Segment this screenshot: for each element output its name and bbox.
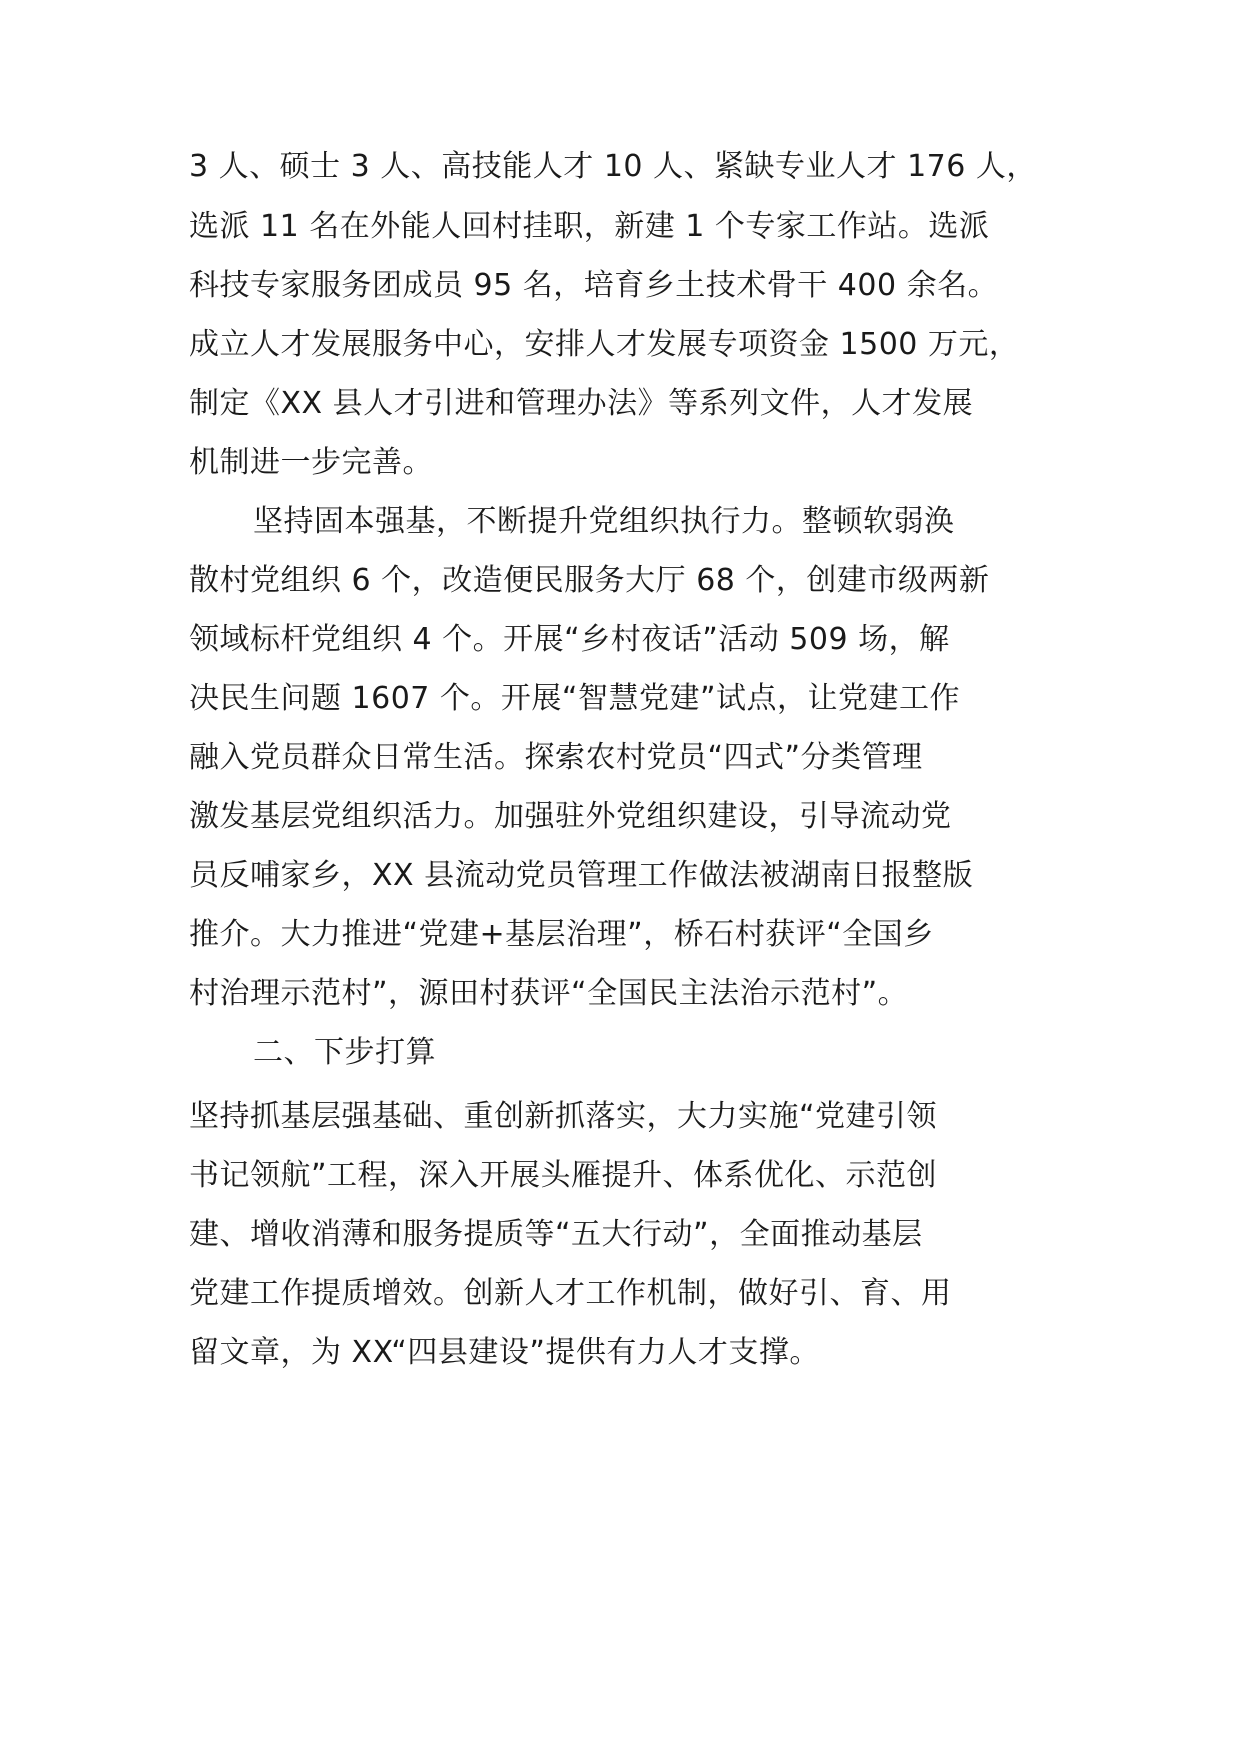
body-text-line: 3 人、硕士 3 人、高技能人才 10 人、紧缺专业人才 176 人， [189,149,1037,184]
section-heading: 二、下步打算 [253,1035,436,1070]
body-text-line: 留文章，为 XX“四县建设”提供有力人才支撑。 [189,1335,820,1370]
body-text-line: 选派 11 名在外能人回村挂职，新建 1 个专家工作站。选派 [189,209,990,244]
body-text-line: 推介。大力推进“党建+基层治理”，桥石村获评“全国乡 [189,917,934,952]
body-text-line: 建、增收消薄和服务提质等“五大行动”，全面推动基层 [189,1217,923,1252]
body-text-line: 村治理示范村”，源田村获评“全国民主法治示范村”。 [189,976,909,1011]
body-text-line: 机制进一步完善。 [189,445,433,480]
body-text-line: 党建工作提质增效。创新人才工作机制，做好引、育、用 [189,1276,952,1311]
body-text-line: 融入党员群众日常生活。探索农村党员“四式”分类管理 [189,740,923,775]
body-text-line: 制定《XX 县人才引进和管理办法》等系列文件，人才发展 [189,386,974,421]
body-text-line: 领域标杆党组织 4 个。开展“乡村夜话”活动 509 场，解 [189,622,950,657]
paragraph-first-line: 坚持固本强基，不断提升党组织执行力。整顿软弱涣 [253,504,955,539]
body-text-line: 散村党组织 6 个，改造便民服务大厅 68 个，创建市级两新 [189,563,990,598]
body-text-line: 员反哺家乡，XX 县流动党员管理工作做法被湖南日报整版 [189,858,974,893]
body-text-line: 书记领航”工程，深入开展头雁提升、体系优化、示范创 [189,1158,938,1193]
body-text-line: 坚持抓基层强基础、重创新抓落实，大力实施“党建引领 [189,1099,938,1134]
body-text-line: 科技专家服务团成员 95 名，培育乡土技术骨干 400 余名。 [189,268,999,303]
body-text-line: 成立人才发展服务中心，安排人才发展专项资金 1500 万元， [189,327,1020,362]
body-text-line: 决民生问题 1607 个。开展“智慧党建”试点，让党建工作 [189,681,961,716]
body-text-line: 激发基层党组织活力。加强驻外党组织建设，引导流动党 [189,799,952,834]
